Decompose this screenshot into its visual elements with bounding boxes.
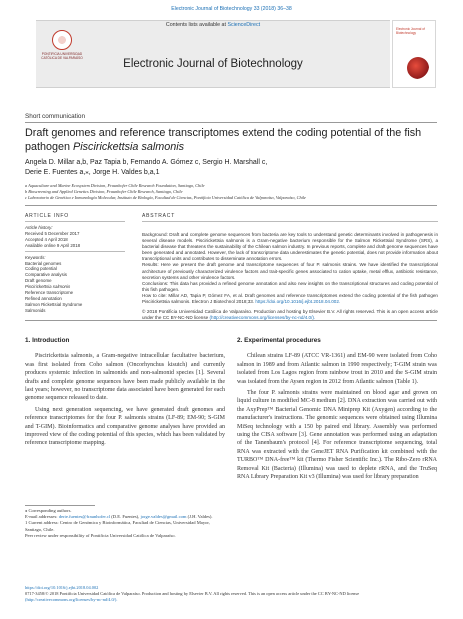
peer-review-note: Peer review under responsibility of Pontificia Universidad Católica de Valparaíso. — [25, 532, 176, 538]
keyword: Draft genome — [25, 278, 52, 284]
keyword: Reference transcriptome — [25, 290, 74, 296]
section-heading: 2. Experimental procedures — [237, 337, 321, 344]
divider — [25, 320, 437, 321]
history-item: Available online 9 April 2018 — [25, 242, 81, 248]
divider — [25, 251, 125, 252]
article-type: Short communication — [25, 113, 86, 120]
paragraph: Using next generation sequencing, we have generated draft genomes and reference transcriptomes for the four P. salmonis strains (LF-89; EM-90; S-GIM and T-GIM). Bioinformatics and comparative genome analyses have provided an improved view of the coding potential of this species, which has been validated by reference transcriptome mapping. — [25, 406, 225, 447]
keywords-label: Keywords: — [25, 254, 46, 260]
experimental-section — [237, 337, 437, 485]
footnote-divider — [25, 505, 95, 506]
footer-copyright: 0717-3458/© 2018 Pontificia Universidad Católica de Valparaíso. Production and hosting by Elsevier B.V. All rights reserved. This is an open access article under the CC BY-NC-ND license — [25, 590, 360, 596]
paragraph: Chilean strains LF-89 (ATCC VR-1361) and EM-90 were isolated from Coho salmon in 1989 and from Atlantic salmon in 1990 respectively; T-GIM strain was isolated from Los Lagos region from rainbow trout in 2010 and the S-GIM strain was isolated from the Aysen region in 2012 from Atlantic salmon (Table 1). — [237, 353, 437, 385]
contents-line — [36, 22, 390, 28]
introduction-section — [25, 337, 225, 451]
history-item: Received 5 December 2017 — [25, 230, 80, 236]
email-owner: (J.H. Valdes). — [187, 514, 213, 520]
keyword: Bacterial genomes — [25, 260, 62, 266]
sciencedirect-link[interactable]: ScienceDirect — [227, 22, 261, 28]
keyword: Comparative analysis — [25, 272, 67, 278]
abstract-heading: ABSTRACT — [142, 213, 176, 219]
copyright-text: © 2018 Pontificia Universidad Católica de Valparaíso. Production and hosting by Elsevier B.V. All rights reserved. This is an open access article under the CC BY-NC-ND license — [142, 309, 438, 321]
keyword: Salmonids — [25, 307, 46, 313]
divider — [25, 122, 437, 123]
footer-license-link[interactable]: (http://creativecommons.org/licenses/by-nc-nd/4.0/). — [25, 596, 118, 602]
keyword: Salmon Rickettsial Syndrome — [25, 301, 83, 307]
abstract-body — [142, 232, 438, 321]
author-list — [25, 158, 355, 178]
keyword: Coding potential — [25, 266, 57, 272]
keyword: Refined annotation — [25, 295, 62, 301]
divider — [142, 221, 438, 222]
corresponding-note: ⁎ Corresponding authors. — [25, 508, 72, 513]
paragraph: The four P. salmonis strains were maintained on blood agar and grown on liquid culture in modified MC-8 medium [2]. DNA extraction was carried out with the AxyPrep™ Bacterial Genomic DNA Miniprep Kit (Axygen) according to the manufacturer's instructions. The genomic sequences were obtained using Illumina MiSeq technology with a 150 bp paired end library. Assembly was performed using the CISA software [3]. Gene annotation was performed using an adaptation of the Tanenbaum's protocol [4]. For reference transcriptome sequencing, total RNA was extracted with the GeneJET RNA Purification kit combined with the TURBO™ DNA-free™ kit (Thermo Fisher Scientific Inc.). The Ribo-Zero rRNA Removal Kit (Bacteria) (Illumina) was used to deplete rRNA, and the TruSeq RNA Library Preparation Kit v3 (Illumina) was used for library preparation — [237, 390, 437, 481]
university-seal-icon — [52, 30, 72, 50]
keyword: Piscirickettsia salmonis — [25, 284, 71, 290]
cover-title: Electronic Journal of Biotechnology — [396, 27, 425, 35]
current-address-note: 1 Current address: Centro de Genómica y Bioinformática, Facultad de Ciencias, Universidad Mayor, Santiago, Chile. — [25, 520, 210, 532]
article-info — [25, 225, 125, 314]
footnotes — [25, 508, 225, 539]
affiliation: a Aquaculture and Marine Ecosystem Division, Fraunhofer Chile Research Foundation, Santiago, Chile — [25, 183, 205, 188]
cite-text: How to cite: Millar AD, Tapia P, Gómez FA, et al. Draft genomes and reference transcriptomes extend the coding potential of the fish pathogen Piscirickettsia salmonis. Electron J Biotechnol 2018;33. — [142, 292, 438, 305]
email-owner: (D.E. Fuentes), — [111, 514, 140, 520]
affiliation: c Laboratorio de Genética e Inmunología Molecular, Instituto de Biología, Facultad de Ciencias, Pontificia Universidad Católica de Valparaíso, Valparaíso, Chile — [25, 195, 306, 201]
abstract-results: Results: Here we present the draft genome and transcriptome sequences of four P. salmonis strains. We have identified the transcriptional architecture of previously characterized virulence factors and trait-specific genes associated to cation uptake, metal efflux, antibiotic resistance, secretion systems and other virulence factors. — [142, 262, 438, 280]
doi-link[interactable]: https://doi.org/10.1016/j.ejbt.2018.04.002 — [25, 585, 99, 590]
article-title — [25, 127, 437, 154]
page-footer — [25, 585, 437, 602]
divider — [25, 221, 125, 222]
authors-line[interactable]: Derie E. Fuentes a,⁎, Jorge H. Valdes b,a,1 — [25, 169, 160, 176]
affiliations — [25, 183, 437, 202]
title-italic: Piscirickettsia salmonis — [73, 140, 185, 153]
journal-cover[interactable] — [392, 20, 436, 88]
article-info-heading: ARTICLE INFO — [25, 213, 69, 219]
university-logo — [36, 26, 88, 82]
journal-banner — [36, 20, 390, 88]
email-link[interactable]: jorge.valdes@gmail.com — [140, 514, 187, 520]
license-link[interactable]: (http://creativecommons.org/licenses/by-nc-nd/4.0/). — [209, 315, 316, 321]
section-heading: 1. Introduction — [25, 337, 70, 344]
authors-line[interactable]: Angela D. Millar a,b, Paz Tapia b, Fernando A. Gómez c, Sergio H. Marshall c, — [25, 159, 268, 166]
logo-text: PONTIFICIA UNIVERSIDAD CATÓLICA DE VALPARAÍSO — [41, 52, 83, 60]
paragraph: Piscirickettsia salmonis, a Gram-negative intracellular facultative bacterium, was first isolated from Coho salmon (Oncorhynchus kisutch) and currently produces systemic infection in salmonids and non-salmonid species [1]. Several drafts and complete genome sequences have been made publicly available in the last years; however, no transcriptome data associated have been generated for each genome sequence released to date. — [25, 353, 225, 402]
abstract-cite — [142, 293, 438, 305]
divider — [25, 205, 437, 206]
abstract-conclusions: Conclusions: This data has provided a refined genome annotation and also new insights on the transcriptional structures and coding potential of this fish pathogen. — [142, 280, 438, 292]
history-item: Accepted 4 April 2018 — [25, 236, 68, 242]
affiliation: b Bioscreening and Applied Genetics Division, Fraunhofer Chile Research, Santiago, Chile — [25, 189, 183, 195]
email-label: E-mail addresses: — [25, 514, 58, 520]
cover-image-icon — [407, 57, 429, 79]
contents-prefix: Contents lists available at — [165, 22, 226, 28]
journal-citation-line[interactable]: Electronic Journal of Biotechnology 33 (2018) 36–38 — [171, 6, 292, 12]
title-main: Draft genomes and reference transcriptomes extend the coding potential of the fish pathogen — [25, 127, 422, 153]
email-link[interactable]: derie.fuentes@fraunhofer.cl — [58, 514, 111, 520]
history-label: Article history: — [25, 225, 53, 230]
journal-title[interactable]: Electronic Journal of Biotechnology — [123, 58, 303, 70]
abstract-background: Background: Draft and complete genome sequences from bacteria are key tools to understand genetic determinants involved in pathogenesis in several disease models. Piscirickettsia salmonis is a Gram-negative bacterium responsible for the Salmon Rickettsial Syndrome (SRS), a bacterial disease that threatens the sustainability of the Chilean salmon industry. In previous reports, complete and draft genome sequences have been generated and annotated. However, the lack of transcriptome data underestimates the genetic potential, does not provide information about transcriptional units and contributes to disseminate annotation errors. — [142, 232, 438, 262]
cite-doi-link[interactable]: https://doi.org/10.1016/j.ejbt.2018.04.002. — [255, 299, 341, 305]
